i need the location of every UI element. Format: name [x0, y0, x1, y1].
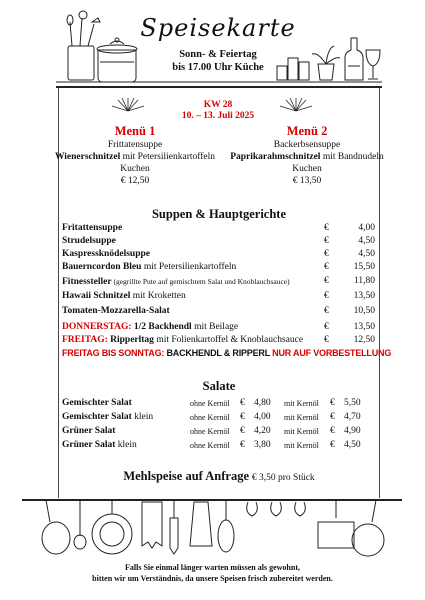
dish-currency: €	[324, 276, 329, 286]
dish-name: Fitnessteller (gegrillte Pute auf gemischtem Salat und Knoblauchsauce)	[62, 277, 290, 287]
utensil-jar-icon	[67, 11, 100, 80]
salad-currency: €	[240, 426, 245, 436]
salad-option-with: mit Kernöl	[284, 441, 319, 450]
salad-price-with: 5,50	[344, 398, 361, 408]
salad-price-without: 4,80	[254, 398, 271, 408]
dish-name: Strudelsuppe	[62, 236, 116, 246]
salad-currency: €	[330, 412, 335, 422]
salad-currency: €	[240, 440, 245, 450]
dish-name: Fritattensuppe	[62, 223, 123, 233]
section-heading-suppen: Suppen & Hauptgerichte	[151, 207, 287, 221]
preorder-notice	[62, 347, 392, 361]
salad-name: Grüner Salat klein	[62, 440, 137, 450]
mehlspeise-line	[62, 469, 376, 484]
menu-2-main-side: mit Bandnudeln	[320, 152, 384, 162]
salad-price-without: 3,80	[254, 440, 271, 450]
week-dates: 10. – 13. Juli 2025	[181, 111, 255, 121]
menu-1-main	[44, 151, 226, 163]
dish-currency: €	[324, 236, 329, 246]
dish-row	[62, 305, 376, 318]
salad-option-without: ohne Kernöl	[190, 399, 230, 408]
week-info	[150, 100, 286, 122]
footer-line-2: bitten wir um Verständnis, da unsere Speisen frisch zubereitet werden.	[92, 574, 333, 583]
salad-name: Gemischter Salat	[62, 398, 132, 408]
footer-line-1: Falls Sie einmal länger warten müssen als gewohnt,	[125, 563, 300, 572]
opening-hours-line-1: Sonn- & Feiertag	[179, 49, 257, 60]
special-name: DONNERSTAG: 1/2 Backhendl mit Beilage	[62, 322, 239, 332]
footer-note	[40, 562, 385, 584]
mehlspeise-label: Mehlspeise auf Anfrage	[123, 469, 249, 483]
menu-1-dessert: Kuchen	[120, 164, 150, 174]
salad-option-with: mit Kernöl	[284, 399, 319, 408]
dish-currency: €	[324, 291, 329, 301]
opening-hours-line-2: bis 17.00 Uhr Küche	[172, 62, 264, 73]
menu-2-soup: Backerbsensuppe	[273, 140, 341, 150]
dish-price: 13,50	[353, 291, 375, 301]
dish-name: Tomaten-Mozzarella-Salat	[62, 306, 170, 316]
plant-icon	[312, 46, 340, 80]
dish-currency: €	[324, 262, 329, 272]
salad-currency: €	[330, 440, 335, 450]
dish-price: 10,50	[353, 306, 375, 316]
special-row	[62, 321, 376, 334]
special-price: 12,50	[353, 335, 375, 345]
dish-currency: €	[324, 249, 329, 259]
menu-1-soup: Frittatensuppe	[107, 140, 163, 150]
salad-row	[62, 411, 376, 424]
menu-1-main-side: mit Petersilienkartoffeln	[120, 152, 216, 162]
salad-currency: €	[330, 426, 335, 436]
dish-price: 4,50	[358, 236, 375, 246]
menu-2-title: Menü 2	[286, 124, 328, 138]
menu-2-main	[216, 151, 398, 163]
dish-currency: €	[324, 306, 329, 316]
menu-1-title: Menü 1	[114, 124, 156, 138]
salad-option-with: mit Kernöl	[284, 427, 319, 436]
dish-price: 15,50	[353, 262, 375, 272]
salad-price-without: 4,20	[254, 426, 271, 436]
mehlspeise-price: € 3,50 pro Stück	[251, 473, 315, 483]
dish-row	[62, 248, 376, 261]
dish-currency: €	[324, 223, 329, 233]
special-currency: €	[324, 322, 329, 332]
salad-row	[62, 425, 376, 438]
menu-1	[44, 124, 226, 187]
salad-price-without: 4,00	[254, 412, 271, 422]
dish-name: Hawaii Schnitzel mit Kroketten	[62, 291, 186, 301]
menu-2-main-dish: Paprikarahmschnitzel	[230, 152, 321, 162]
dish-price: 4,00	[358, 223, 375, 233]
dish-row	[62, 235, 376, 248]
special-currency: €	[324, 335, 329, 345]
wine-glass-icon	[366, 50, 380, 79]
salad-price-with: 4,90	[344, 426, 361, 436]
salad-option-without: ohne Kernöl	[190, 413, 230, 422]
salad-row	[62, 439, 376, 452]
salad-name: Grüner Salat	[62, 426, 116, 436]
dish-row	[62, 290, 376, 303]
special-price: 13,50	[353, 322, 375, 332]
special-row	[62, 334, 376, 347]
menu-1-main-dish: Wienerschnitzel	[54, 152, 121, 162]
dish-name: Kaspressknödelsuppe	[62, 249, 150, 259]
menu-2-price: € 13,50	[292, 176, 322, 186]
salad-currency: €	[330, 398, 335, 408]
salad-option-without: ohne Kernöl	[190, 441, 230, 450]
dish-price: 11,80	[353, 276, 375, 286]
frame-top-border	[56, 86, 382, 88]
opening-hours-note	[130, 48, 306, 74]
special-name: FREITAG: Ripperltag mit Folienkartoffel & Knoblauchsauce	[62, 335, 304, 345]
menu-title: Speisekarte	[140, 14, 296, 42]
week-number: KW 28	[203, 100, 233, 110]
dish-row	[62, 275, 376, 288]
section-heading-salate: Salate	[202, 379, 236, 393]
dish-row	[62, 222, 376, 235]
salad-price-with: 4,70	[344, 412, 361, 422]
bottle-icon	[345, 38, 363, 80]
preorder-notice-text: FREITAG BIS SONNTAG: BACKHENDL & RIPPERL NUR AUF VORBESTELLUNG	[62, 348, 392, 358]
dish-name: Bauerncordon Bleu mit Petersilienkartoffeln	[62, 262, 237, 272]
salad-name: Gemischter Salat klein	[62, 412, 154, 422]
salad-row	[62, 397, 376, 410]
menu-2	[216, 124, 398, 187]
menu-2-dessert: Kuchen	[292, 164, 322, 174]
menu-1-price: € 12,50	[120, 176, 150, 186]
dish-row	[62, 261, 376, 274]
salad-currency: €	[240, 398, 245, 408]
dish-price: 4,50	[358, 249, 375, 259]
salad-currency: €	[240, 412, 245, 422]
salad-option-with: mit Kernöl	[284, 413, 319, 422]
salad-price-with: 4,50	[344, 440, 361, 450]
kitchen-tools-rack-icon	[22, 500, 402, 556]
salad-option-without: ohne Kernöl	[190, 427, 230, 436]
